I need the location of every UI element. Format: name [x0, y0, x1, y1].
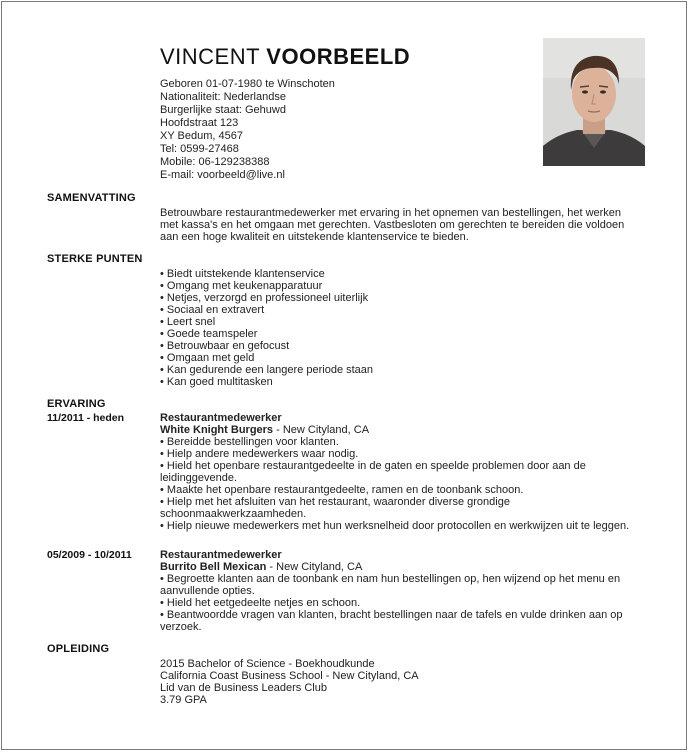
list-item: • Sociaal en extravert	[160, 304, 650, 316]
job-bullets	[160, 436, 650, 532]
list-item: • Betrouwbaar en gefocust	[160, 340, 650, 352]
list-item: • Hield het openbare restaurantgedeelte in de gaten en speelde problemen door aan de leidinggevende.	[160, 460, 650, 484]
contact-nationality: Nationaliteit: Nederlandse	[160, 91, 286, 103]
person-portrait-icon	[543, 38, 645, 166]
job-entry	[160, 412, 650, 532]
job-role: Restaurantmedewerker	[160, 412, 282, 424]
job-bullets	[160, 573, 650, 633]
list-item: • Goede teamspeler	[160, 328, 650, 340]
job-employer	[160, 561, 650, 573]
contact-details	[160, 78, 335, 182]
list-item: • Bereidde bestellingen voor klanten.	[160, 436, 650, 448]
resume-page	[1, 1, 687, 750]
list-item: • Hield het eetgedeelte netjes en schoon.	[160, 597, 650, 609]
contact-city: XY Bedum, 4567	[160, 130, 243, 142]
job-role: Restaurantmedewerker	[160, 549, 282, 561]
contact-marital-status: Burgerlijke staat: Gehuwd	[160, 104, 286, 116]
list-item: • Leert snel	[160, 316, 650, 328]
list-item: • Beantwoordde vragen van klanten, bracht bestellingen naar de tafels en vulde drinken aan op verzoek.	[160, 609, 650, 633]
section-title-strengths: STERKE PUNTEN	[47, 253, 143, 265]
education-details	[160, 658, 650, 706]
job-company: Burrito Bell Mexican	[160, 561, 267, 573]
contact-street: Hoofdstraat 123	[160, 117, 239, 129]
job-location: - New Cityland, CA	[266, 561, 363, 573]
list-item: • Hielp met het afsluiten van het restaurant, waaronder diverse grondige schoonmaakwerkzaamheden.	[160, 496, 650, 520]
list-item: • Biedt uitstekende klantenservice	[160, 268, 650, 280]
list-item: • Hielp andere medewerkers waar nodig.	[160, 448, 650, 460]
section-title-experience: ERVARING	[47, 398, 106, 410]
job-location: - New Cityland, CA	[273, 424, 370, 436]
candidate-name	[160, 44, 410, 70]
list-item: • Kan gedurende een langere periode staan	[160, 364, 650, 376]
contact-birth: Geboren 01-07-1980 te Winschoten	[160, 78, 335, 90]
last-name: VOORBEELD	[266, 44, 411, 69]
list-item: • Omgang met keukenapparatuur	[160, 280, 650, 292]
strengths-list	[160, 268, 650, 388]
list-item: • Begroette klanten aan de toonbank en nam hun bestellingen op, hen wijzend op het menu en aanvullende opties.	[160, 573, 650, 597]
education-gpa: 3.79 GPA	[160, 694, 207, 706]
list-item: • Netjes, verzorgd en professioneel uiterlijk	[160, 292, 650, 304]
contact-phone: Tel: 0599-27468	[160, 143, 239, 155]
job-dates: 11/2011 - heden	[47, 412, 125, 424]
list-item: • Omgaan met geld	[160, 352, 650, 364]
contact-mobile: Mobile: 06-129238388	[160, 156, 270, 168]
list-item: • Kan goed multitasken	[160, 376, 650, 388]
section-title-education: OPLEIDING	[47, 643, 110, 655]
education-school: California Coast Business School - New Cityland, CA	[160, 670, 419, 682]
first-name: VINCENT	[160, 44, 260, 69]
job-employer	[160, 424, 650, 436]
job-entry	[160, 549, 650, 633]
list-item: • Maakte het openbare restaurantgedeelte, ramen en de toonbank schoon.	[160, 484, 650, 496]
profile-photo	[543, 38, 645, 166]
job-dates: 05/2009 - 10/2011	[47, 549, 132, 561]
summary-text: Betrouwbare restaurantmedewerker met ervaring in het opnemen van bestellingen, het werken met kassa's en het omgaan met gerechten. Vastbesloten om gerechten te bereiden die voldoen aan een hoge kwaliteit en uitstekende klantenservice te bieden.	[160, 207, 625, 243]
section-title-summary: SAMENVATTING	[47, 192, 136, 204]
contact-email: E-mail: voorbeeld@live.nl	[160, 169, 285, 181]
education-degree: 2015 Bachelor of Science - Boekhoudkunde	[160, 658, 375, 670]
list-item: • Hielp nieuwe medewerkers met hun werksnelheid door protocollen en werkwijzen uit te leggen.	[160, 520, 650, 532]
education-club: Lid van de Business Leaders Club	[160, 682, 327, 694]
job-company: White Knight Burgers	[160, 424, 274, 436]
